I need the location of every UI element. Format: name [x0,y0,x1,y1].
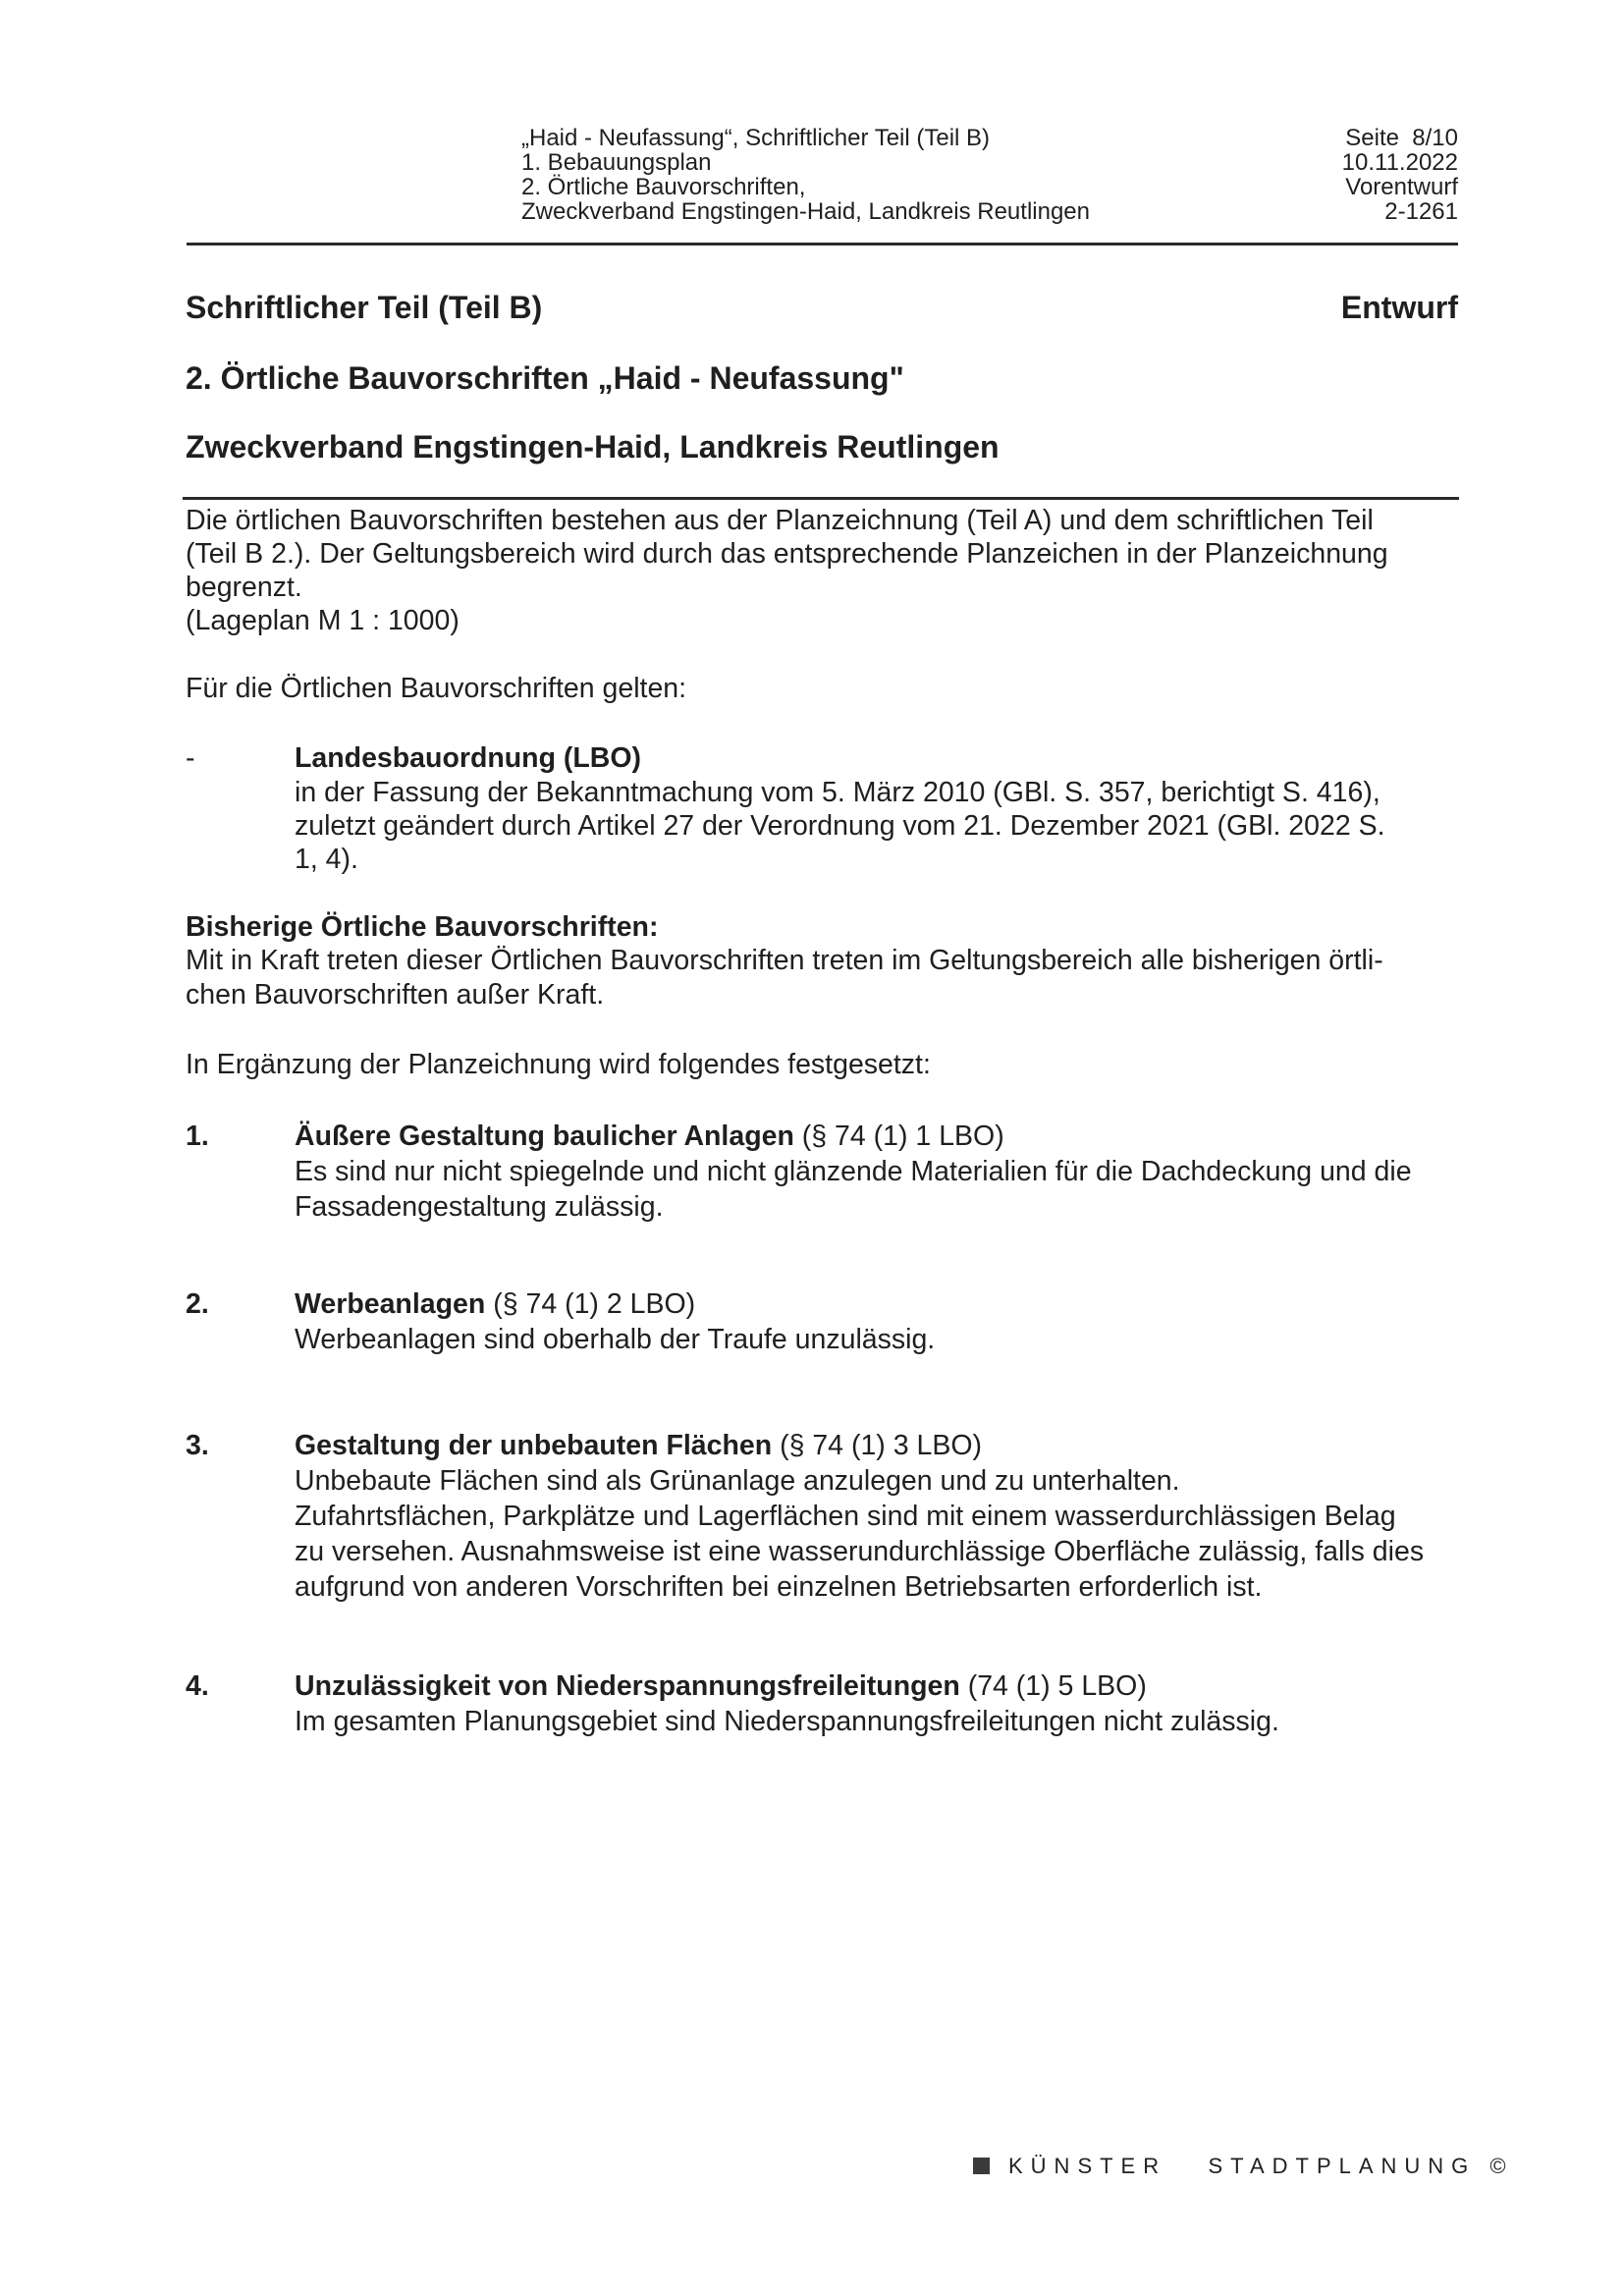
header-stage: Vorentwurf [1345,174,1458,200]
item-title: Unzulässigkeit von Niederspannungsfreileitungen [295,1670,960,1702]
item-line: Werbeanlagen sind oberhalb der Traufe unzulässig. [295,1324,936,1355]
page-heading: 2. Örtliche Bauvorschriften „Haid - Neufassung" [186,360,904,396]
section-title: Schriftlicher Teil (Teil B) [186,290,543,325]
item-heading [295,1286,695,1322]
item-reference: (§ 74 (1) 1 LBO) [793,1121,1004,1152]
lbo-title: Landesbauordnung (LBO) [295,742,642,774]
bullet-dash: - [186,742,195,774]
lbo-line: 1, 4). [295,844,358,875]
item-line: Fassadengestaltung zulässig. [295,1191,664,1223]
item-heading [295,1119,1004,1154]
page-subheading: Zweckverband Engstingen-Haid, Landkreis Reutlingen [186,429,1000,465]
item-reference: (§ 74 (1) 3 LBO) [772,1430,982,1461]
header-doc-title: „Haid - Neufassung“, Schriftlicher Teil (Teil B) [521,125,991,151]
item-line: zu versehen. Ausnahmsweise ist eine wasserundurchlässige Oberfläche zulässig, falls dies [295,1536,1425,1567]
intro-line: (Teil B 2.). Der Geltungsbereich wird durch das entsprechende Planzeichen in der Planzeichnung [186,538,1388,570]
title-rule [183,497,1459,500]
item-line: Im gesamten Planungsgebiet sind Niederspannungsfreileitungen nicht zulässig. [295,1706,1279,1737]
applies-text: Für die Örtlichen Bauvorschriften gelten: [186,673,687,704]
lbo-line: zuletzt geändert durch Artikel 27 der Verordnung vom 21. Dezember 2021 (GBl. 2022 S. [295,810,1385,842]
footer-brand: KÜNSTER STADTPLANUNG © [1008,2154,1514,2178]
header-rule [187,243,1458,246]
previous-line: chen Bauvorschriften außer Kraft. [186,979,605,1011]
square-logo-icon [973,2158,990,2174]
item-line: Unbebaute Flächen sind als Grünanlage anzulegen und zu unterhalten. [295,1465,1180,1497]
item-line: Es sind nur nicht spiegelnde und nicht glänzende Materialien für die Dachdeckung und die [295,1156,1412,1187]
header-regulations-label: 2. Örtliche Bauvorschriften, [521,174,806,200]
lbo-line: in der Fassung der Bekanntmachung vom 5. März 2010 (GBl. S. 357, berichtigt S. 416), [295,777,1380,808]
previous-title: Bisherige Örtliche Bauvorschriften: [186,911,659,943]
item-title: Gestaltung der unbebauten Flächen [295,1430,773,1461]
intro-line: Die örtlichen Bauvorschriften bestehen aus der Planzeichnung (Teil A) und dem schriftlichen Teil [186,505,1374,536]
previous-line: Mit in Kraft treten dieser Örtlichen Bauvorschriften treten im Geltungsbereich alle bisherigen örtli- [186,945,1383,976]
item-number: 3. [186,1430,209,1461]
header-plan-label: 1. Bebauungsplan [521,149,712,176]
item-title: Äußere Gestaltung baulicher Anlagen [295,1121,794,1152]
item-number: 1. [186,1121,209,1152]
header-page-number: Seite 8/10 [1345,125,1458,151]
item-line: Zufahrtsflächen, Parkplätze und Lagerflächen sind mit einem wasserdurchlässigen Belag [295,1501,1396,1532]
intro-line: (Lageplan M 1 : 1000) [186,605,460,636]
header-authority: Zweckverband Engstingen-Haid, Landkreis Reutlingen [521,198,1090,225]
item-reference: (74 (1) 5 LBO) [959,1670,1147,1702]
intro-line: begrenzt. [186,572,302,603]
item-number: 2. [186,1288,209,1320]
item-number: 4. [186,1670,209,1702]
item-reference: (§ 74 (1) 2 LBO) [485,1288,696,1320]
item-heading [295,1668,1147,1704]
header-project-number: 2-1261 [1384,198,1458,225]
item-title: Werbeanlagen [295,1288,486,1320]
header-date: 10.11.2022 [1341,149,1458,176]
status-label: Entwurf [1340,290,1458,325]
item-heading [295,1428,982,1463]
item-line: aufgrund von anderen Vorschriften bei einzelnen Betriebsarten erforderlich ist. [295,1571,1263,1603]
supplement-text: In Ergänzung der Planzeichnung wird folgendes festgesetzt: [186,1049,931,1080]
